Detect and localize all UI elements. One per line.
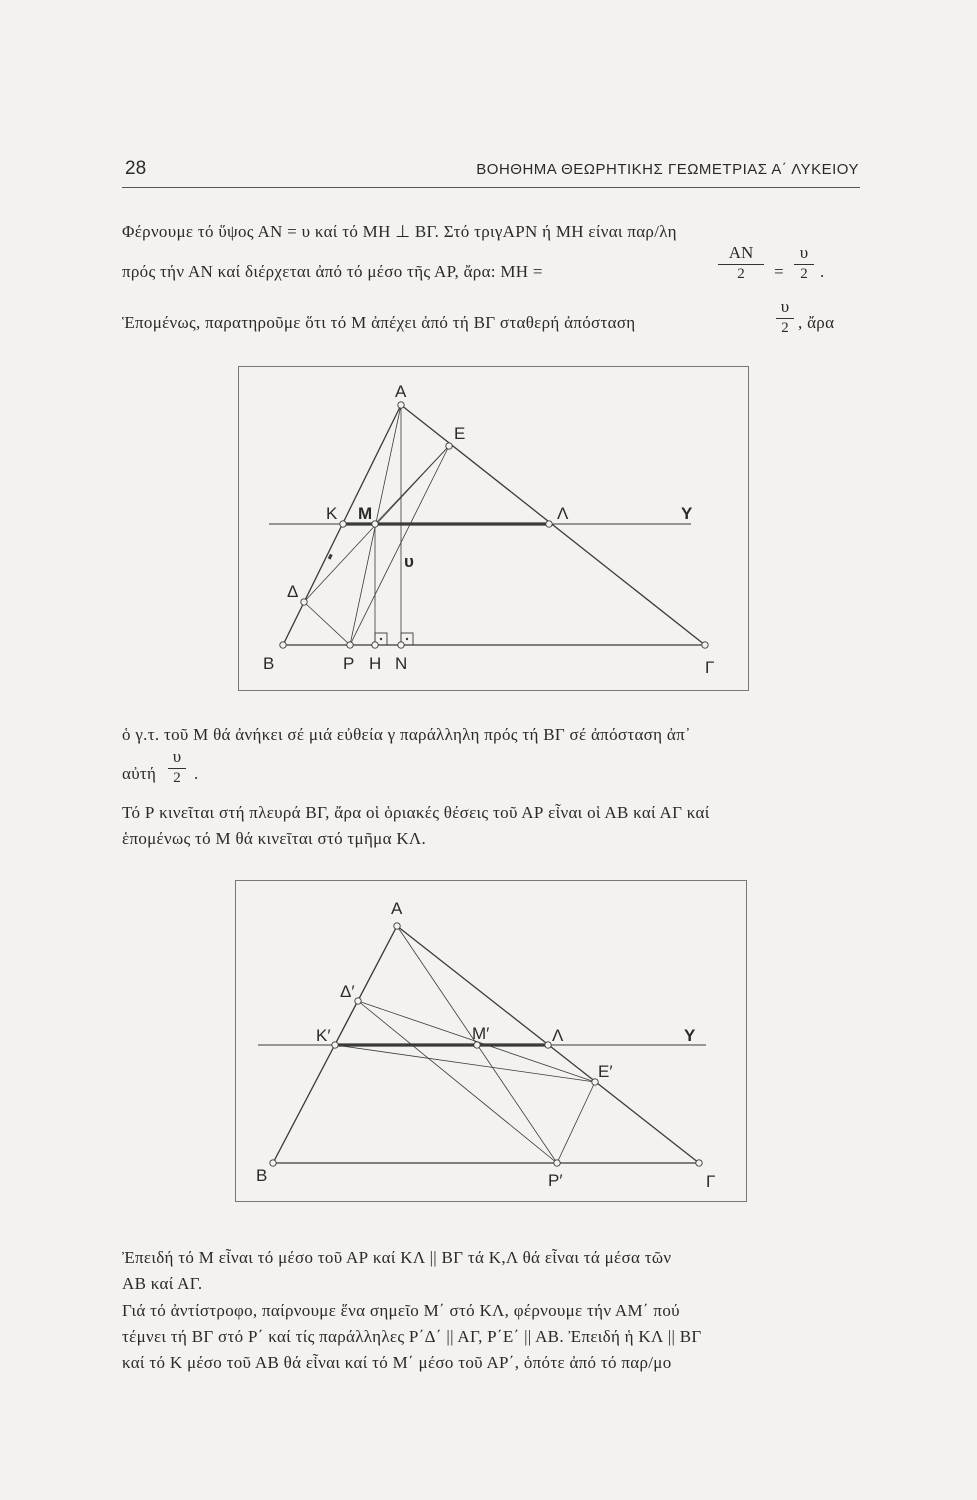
- para2-line2: αὐτή: [122, 764, 157, 783]
- label-h: Η: [369, 654, 382, 673]
- fraction-denominator: 2: [173, 770, 181, 786]
- figure2-svg: [236, 881, 746, 1201]
- figure-locus-construction: [238, 366, 749, 691]
- label-m-prime: Μ′: [472, 1024, 490, 1043]
- fraction-denominator: 2: [800, 266, 808, 282]
- fraction-numerator: ΑΝ: [728, 243, 754, 262]
- point-b: [270, 1160, 276, 1166]
- header-divider: [122, 187, 860, 188]
- fraction-bar: [168, 768, 186, 769]
- fraction-bar: [718, 264, 764, 265]
- point-p: [347, 642, 353, 648]
- label-g: Γ: [706, 1172, 716, 1191]
- point-e: [446, 443, 452, 449]
- para3-line1: Ἐπειδή τό Μ εἶναι τό μέσο τοῦ ΑΡ καί ΚΛ || ΒΓ τά Κ,Λ θά εἶναι τά μέσα τῶν: [122, 1248, 672, 1267]
- line-pe: [557, 1082, 595, 1163]
- label-p: Ρ: [343, 654, 355, 673]
- para1-line1: Φέρνουμε τό ὕψος ΑΝ = υ καί τό ΜΗ ⊥ ΒΓ. Στό τριγΑΡΝ ή ΜΗ είναι παρ/λη: [122, 222, 677, 241]
- label-a: Α: [395, 382, 407, 401]
- para3-line2: ΑΒ καί ΑΓ.: [122, 1274, 203, 1293]
- para1-line3: Ἑπομένως, παρατηροῦμε ὅτι τό Μ ἀπέχει ἀπό τή ΒΓ σταθερή ἀπόσταση: [122, 313, 636, 332]
- point-k: [340, 521, 346, 527]
- running-header: ΒΟΗΘΗΜΑ ΘΕΩΡΗΤΙΚΗΣ ΓΕΩΜΕΤΡΙΑΣ Α΄ ΛΥΚΕΙΟΥ: [476, 161, 859, 178]
- fraction-denominator: 2: [737, 266, 745, 282]
- label-y: Υ: [684, 1026, 696, 1045]
- label-u: υ: [404, 552, 414, 571]
- page-number: 28: [125, 158, 147, 179]
- figure-converse-construction: [235, 880, 747, 1202]
- para2-line2-end: .: [194, 764, 199, 783]
- label-b: Β: [263, 654, 275, 673]
- equals-sign: =: [774, 262, 784, 281]
- line-pe: [350, 446, 449, 645]
- label-e: Ε: [454, 424, 466, 443]
- fraction-numerator: υ: [780, 297, 790, 316]
- fraction-bar: [794, 264, 814, 265]
- line-me: [375, 446, 449, 524]
- point-d: [301, 599, 307, 605]
- line-dp: [304, 602, 350, 645]
- point-l: [546, 521, 552, 527]
- para3-line5: καί τό Κ μέσο τοῦ ΑΒ θά εἶναι καί τό Μ΄ μέσο τοῦ ΑΡ΄, ὁπότε ἀπό τό παρ/μο: [122, 1353, 672, 1372]
- para2-line3: Τό Ρ κινεῖται στή πλευρά ΒΓ, ἄρα οἱ ὁριακές θέσεις τοῦ ΑΡ εἶναι οἱ ΑΒ καί ΑΓ καί: [122, 803, 710, 822]
- point-b: [280, 642, 286, 648]
- figure1-svg: [239, 367, 748, 690]
- point-g: [696, 1160, 702, 1166]
- line-pd: [358, 1001, 557, 1163]
- point-m: [372, 521, 378, 527]
- label-d-prime: Δ′: [340, 982, 355, 1001]
- label-y: Υ: [681, 504, 693, 523]
- label-g: Γ: [705, 658, 715, 677]
- para2-line1: ὁ γ.τ. τοῦ Μ θά ἀνήκει σέ μιά εὐθεία γ παράλληλη πρός τή ΒΓ σέ ἀπόσταση ἀπ᾽: [122, 725, 691, 744]
- fraction-bar: [776, 318, 794, 319]
- point-a: [394, 923, 400, 929]
- label-m: Μ: [358, 504, 373, 523]
- fraction-u-over-2: [794, 243, 814, 283]
- label-l: Λ: [557, 504, 569, 523]
- point-n: [398, 642, 404, 648]
- point-p-prime: [554, 1160, 560, 1166]
- para2-line4: ἑπομένως τό Μ θά κινεῖται στό τμῆμα ΚΛ.: [122, 829, 427, 848]
- label-d: Δ: [287, 582, 299, 601]
- point-k-prime: [332, 1042, 338, 1048]
- para3-line4: τέμνει τή ΒΓ στό Ρ΄ καί τίς παράλληλες Ρ΄Δ΄ || ΑΓ, Ρ΄Ε΄ || ΑΒ. Ἐπειδή ἡ ΚΛ || ΒΓ: [122, 1327, 702, 1346]
- point-g: [702, 642, 708, 648]
- label-k-prime: Κ′: [316, 1026, 331, 1045]
- point-l: [545, 1042, 551, 1048]
- label-e-prime: Ε′: [598, 1062, 613, 1081]
- para1-line3-end: , ἄρα: [798, 313, 835, 332]
- label-a: Α: [391, 899, 403, 918]
- end-dot: .: [820, 262, 825, 281]
- fraction-denominator: 2: [781, 320, 789, 336]
- point-h: [372, 642, 378, 648]
- fraction-numerator: υ: [172, 747, 182, 766]
- label-p-prime: Ρ′: [548, 1171, 563, 1190]
- para3-line3: Γιά τό ἀντίστροφο, παίρνουμε ἕνα σημεῖο Μ΄ στό ΚΛ, φέρνουμε τήν ΑΜ΄ πού: [122, 1301, 680, 1320]
- para1-line2: πρός τήν ΑΝ καί διέρχεται ἀπό τό μέσο τῆς ΑΡ, ἄρα: ΜΗ =: [122, 262, 543, 281]
- point-d-prime: [355, 998, 361, 1004]
- fraction-numerator: υ: [799, 243, 809, 262]
- label-k: Κ: [326, 504, 338, 523]
- fraction-u-over-2: [168, 747, 186, 787]
- point-a: [398, 402, 404, 408]
- label-n: Ν: [395, 654, 408, 673]
- label-b: Β: [256, 1166, 268, 1185]
- label-l: Λ: [552, 1026, 564, 1045]
- fraction-an-over-2: [718, 243, 764, 283]
- fraction-u-over-2: [776, 297, 794, 337]
